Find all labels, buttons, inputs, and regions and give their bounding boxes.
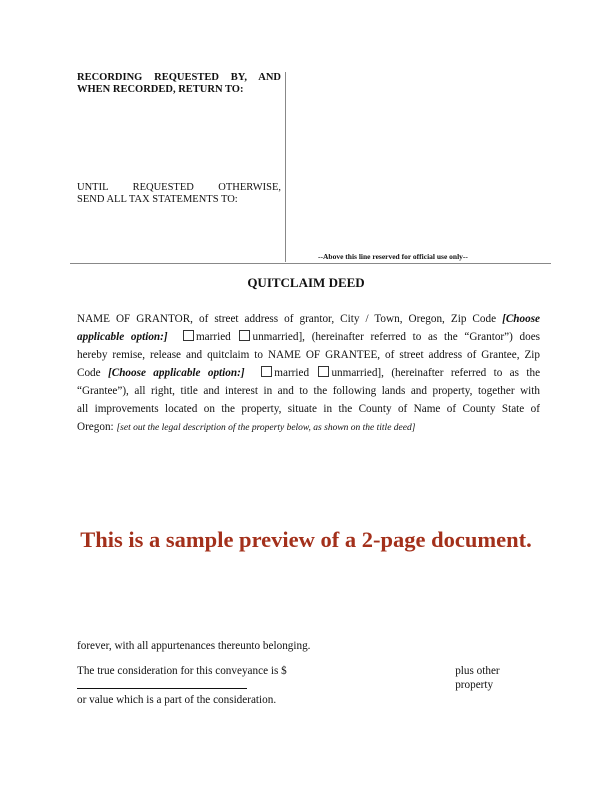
header-vertical-divider (285, 72, 286, 262)
grantor-text: NAME OF GRANTOR, of street address of grantor, City / Town, Oregon, Zip Code (77, 313, 497, 325)
unmarried-label: unmarried], (331, 367, 384, 379)
grantee-defined-text: (hereinafter referred to as the (391, 367, 541, 379)
grant-paragraph (77, 310, 540, 437)
tax-statements-block (77, 182, 281, 206)
paragraph-line: “Grantee”), all right, title and interest in and to the following lands and property, together with (77, 385, 540, 397)
consideration-amount-blank[interactable] (77, 678, 247, 689)
tax-line-1: UNTIL REQUESTED OTHERWISE, (77, 182, 281, 193)
paragraph-line: all improvements located on the property, situate in the County of Name of County State of (77, 403, 540, 415)
sample-preview-banner: This is a sample preview of a 2-page document. (80, 527, 532, 552)
recording-line-2: WHEN RECORDED, RETURN TO: (77, 84, 244, 95)
consideration-text: The true consideration for this conveyance is $ (77, 665, 287, 677)
legal-description-instruction: [set out the legal description of the property below, as shown on the title deed] (116, 423, 416, 433)
consideration-line-2: or value which is a part of the consideration. (77, 694, 277, 706)
recording-line-1: RECORDING REQUESTED BY, AND (77, 72, 281, 83)
reserved-note: --Above this line reserved for official use only-- (318, 252, 468, 261)
consideration-after-text: plus other property (455, 665, 500, 691)
choose-option-label: applicable option:] (77, 331, 168, 343)
consideration-line-1 (77, 664, 540, 693)
choose-option-label: [Choose applicable option:] (108, 367, 245, 379)
consideration-paragraph (77, 664, 540, 707)
code-text: Code (77, 367, 101, 379)
paragraph-line (77, 310, 540, 328)
forever-line: forever, with all appurtenances thereunto belonging. (77, 640, 311, 652)
paragraph-line: hereby remise, release and quitclaim to NAME OF GRANTEE, of street address of Grantee, Zip (77, 349, 540, 361)
choose-option-label: [Choose (502, 313, 541, 325)
header-horizontal-divider (70, 263, 551, 264)
married-label: married (274, 367, 310, 379)
grantor-defined-text: (hereinafter referred to as the “Grantor”) does (311, 331, 541, 343)
oregon-text: Oregon: (77, 421, 114, 433)
paragraph-line (77, 418, 540, 437)
grantee-married-checkbox[interactable] (261, 366, 272, 377)
tax-line-2: SEND ALL TAX STATEMENTS TO: (77, 194, 238, 205)
paragraph-line (77, 328, 540, 346)
unmarried-label: unmarried], (252, 331, 305, 343)
recording-requested-block (77, 72, 281, 96)
grantor-unmarried-checkbox[interactable] (239, 330, 250, 341)
married-label: married (195, 331, 231, 343)
paragraph-line (77, 364, 540, 382)
grantor-married-checkbox[interactable] (183, 330, 194, 341)
document-title: QUITCLAIM DEED (247, 275, 365, 290)
grantee-unmarried-checkbox[interactable] (318, 366, 329, 377)
